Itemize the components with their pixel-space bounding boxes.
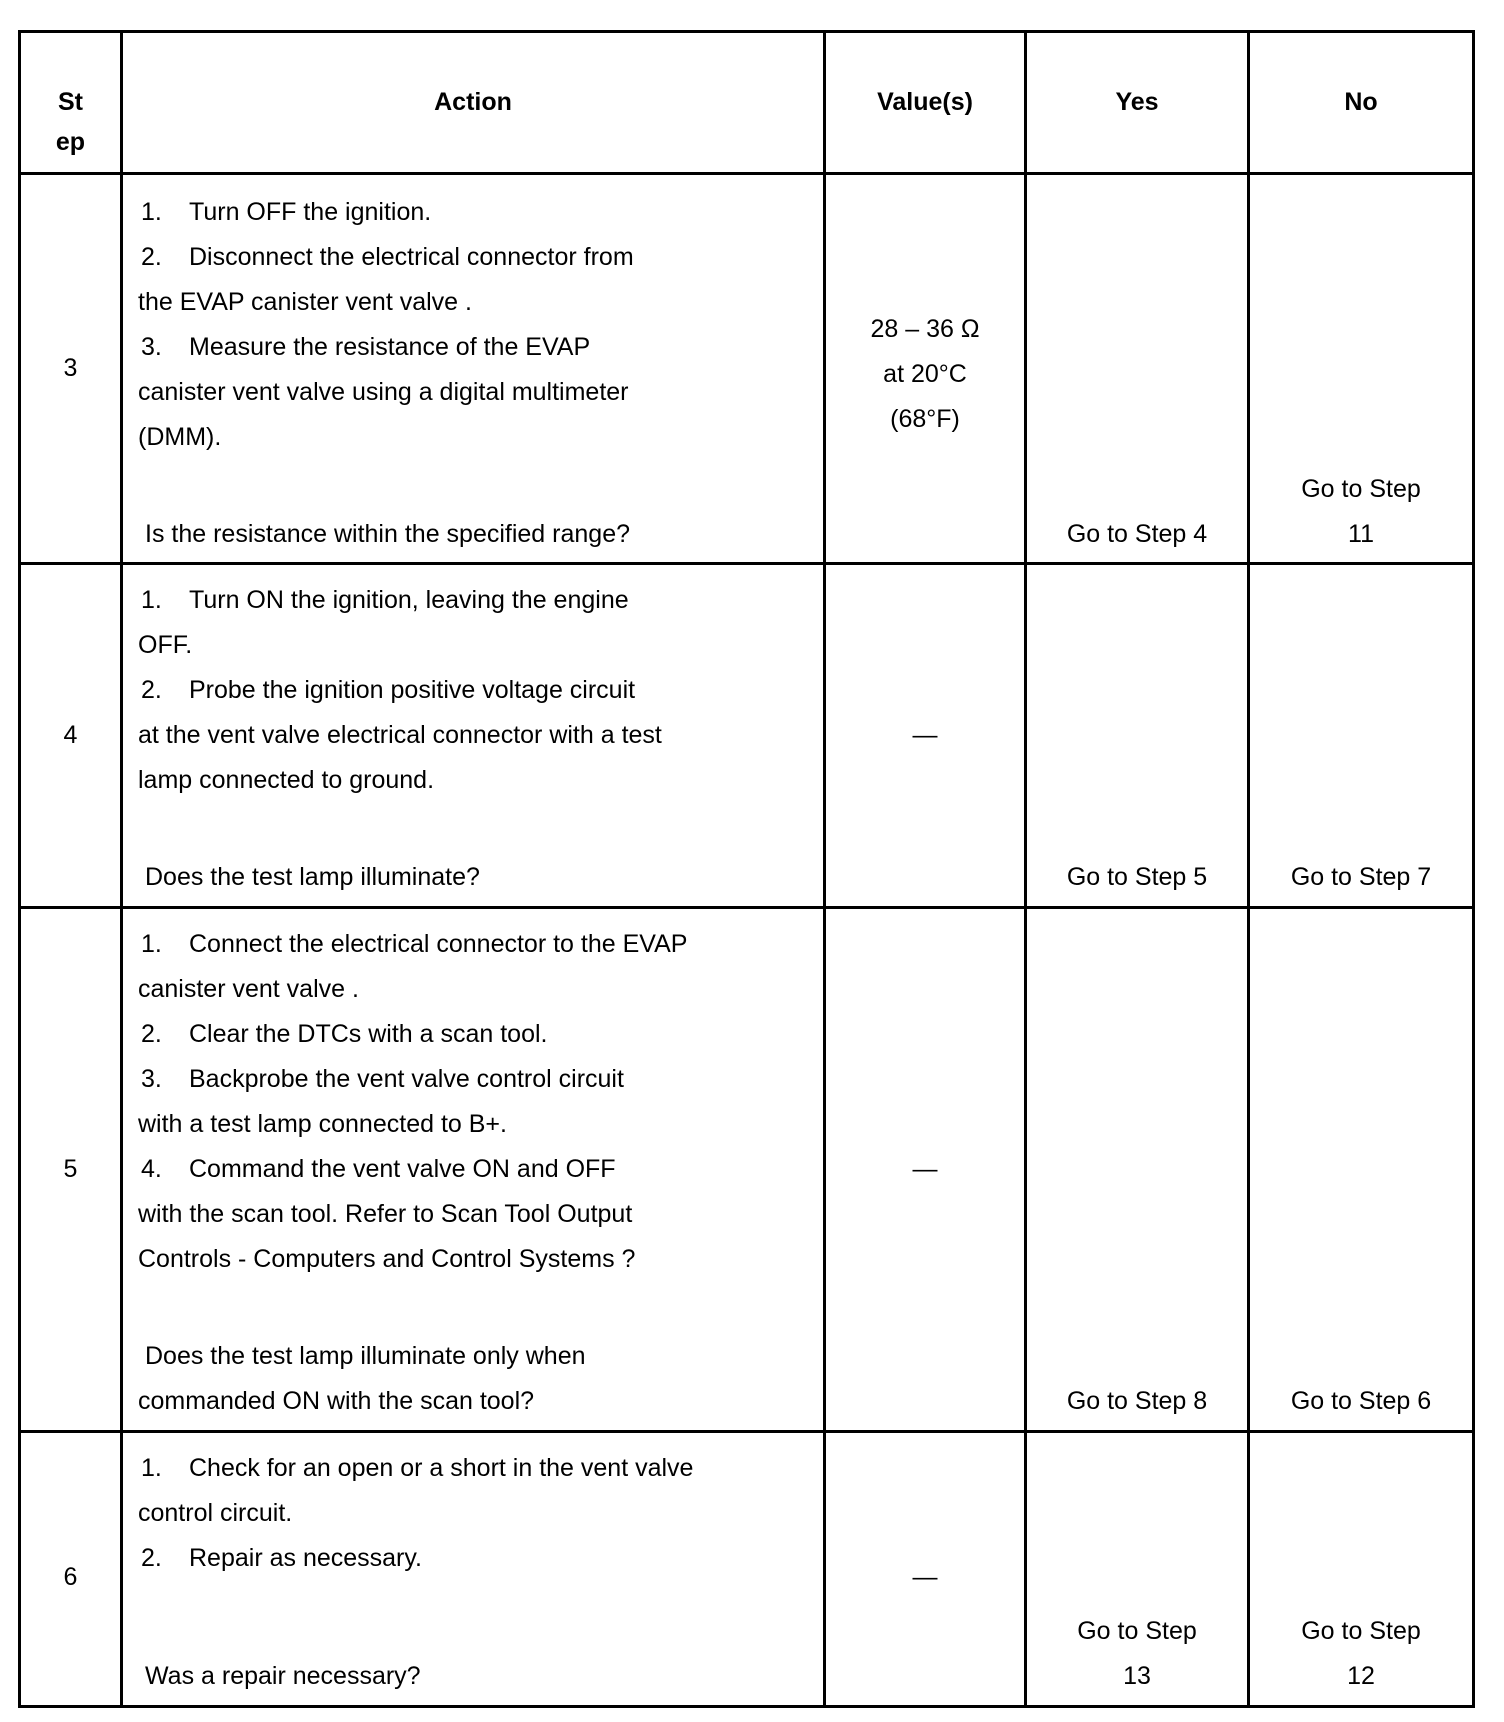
question-text: Does the test lamp illuminate? — [145, 863, 480, 891]
item-number: 4. — [141, 1155, 162, 1183]
no-text: 11 — [1348, 520, 1374, 548]
action-step-line — [138, 922, 687, 967]
action-cell — [138, 578, 662, 803]
step-number: 4 — [63, 721, 78, 749]
action-text: the EVAP canister vent valve . — [138, 288, 472, 316]
no-text: Go to Step — [1301, 1617, 1421, 1645]
action-text: Controls - Computers and Control Systems ? — [138, 1245, 636, 1273]
value-cell — [826, 1555, 1024, 1600]
action-step-line — [138, 1147, 687, 1192]
action-text: canister vent valve using a digital multimeter — [138, 378, 629, 406]
header-values: Value(s) — [877, 88, 973, 116]
action-text: at the vent valve electrical connector with a test — [138, 721, 662, 749]
action-text: control circuit. — [138, 1499, 293, 1527]
action-text: with the scan tool. Refer to Scan Tool Output — [138, 1200, 633, 1228]
table-border-top — [18, 30, 1475, 33]
step-number: 3 — [63, 354, 78, 382]
diagnostic-table — [18, 30, 1475, 1708]
header-step — [21, 82, 120, 162]
action-step-line — [138, 190, 634, 235]
item-number: 2. — [141, 1544, 162, 1572]
action-cell — [138, 190, 634, 460]
no-cell — [1250, 1609, 1472, 1699]
yes-cell — [1027, 1609, 1247, 1699]
header-step-line: ep — [55, 128, 86, 156]
yes-cell — [1027, 855, 1247, 900]
action-text: Clear the DTCs with a scan tool. — [189, 1020, 548, 1048]
no-cell — [1250, 1379, 1472, 1424]
action-step-line — [138, 235, 634, 280]
no-text: 12 — [1347, 1662, 1375, 1690]
item-number: 3. — [141, 1065, 162, 1093]
value-text: 28 – 36 Ω — [870, 315, 980, 343]
action-text: lamp connected to ground. — [138, 766, 435, 794]
action-cell — [138, 922, 687, 1282]
header-action: Action — [434, 88, 512, 116]
row-divider — [18, 906, 1475, 909]
action-step-line — [138, 1012, 687, 1057]
header-step-line: St — [58, 88, 83, 116]
table-border-left — [18, 30, 21, 1708]
yes-cell — [1027, 512, 1247, 557]
action-text: Probe the ignition positive voltage circuit — [189, 676, 636, 704]
value-cell — [826, 307, 1024, 442]
row-divider — [18, 1430, 1475, 1433]
question-cell — [138, 1334, 586, 1424]
value-text: — — [912, 1563, 938, 1591]
action-text: Command the vent valve ON and OFF — [189, 1155, 616, 1183]
value-text: — — [912, 721, 938, 749]
value-text: (68°F) — [890, 405, 960, 433]
no-cell — [1250, 855, 1472, 900]
row-divider — [18, 562, 1475, 565]
item-number: 2. — [141, 243, 162, 271]
table-border-bottom — [18, 1705, 1475, 1708]
no-text: Go to Step 6 — [1290, 1387, 1432, 1415]
item-number: 3. — [141, 333, 162, 361]
item-number: 2. — [141, 1020, 162, 1048]
yes-text: Go to Step 4 — [1066, 520, 1208, 548]
action-text: Turn OFF the ignition. — [189, 198, 432, 226]
action-step-line — [138, 1057, 687, 1102]
header-divider — [18, 172, 1475, 175]
action-text: Turn ON the ignition, leaving the engine — [189, 586, 629, 614]
item-number: 1. — [141, 198, 162, 226]
column-divider — [120, 30, 123, 1708]
value-text: — — [912, 1155, 938, 1183]
question-text: Is the resistance within the specified range? — [145, 520, 630, 548]
step-number: 6 — [63, 1563, 78, 1591]
no-cell — [1250, 467, 1472, 557]
action-text: Measure the resistance of the EVAP — [189, 333, 591, 361]
action-text: (DMM). — [138, 423, 222, 451]
item-number: 2. — [141, 676, 162, 704]
action-step-line — [138, 668, 662, 713]
item-number: 1. — [141, 586, 162, 614]
action-text: Backprobe the vent valve control circuit — [189, 1065, 624, 1093]
yes-cell — [1027, 1379, 1247, 1424]
action-text: canister vent valve . — [138, 975, 359, 1003]
no-text: Go to Step 7 — [1290, 863, 1432, 891]
no-text: Go to Step — [1301, 475, 1421, 503]
action-text: Repair as necessary. — [189, 1544, 422, 1572]
action-step-line — [138, 578, 662, 623]
table-border-right — [1472, 30, 1475, 1708]
item-number: 1. — [141, 1454, 162, 1482]
action-text: Disconnect the electrical connector from — [189, 243, 634, 271]
header-yes: Yes — [1115, 88, 1159, 116]
item-number: 1. — [141, 930, 162, 958]
action-text: Connect the electrical connector to the EVAP — [189, 930, 688, 958]
yes-text: Go to Step 5 — [1066, 863, 1208, 891]
yes-text: Go to Step — [1077, 1617, 1197, 1645]
action-step-line — [138, 1536, 693, 1581]
action-cell — [138, 1446, 693, 1581]
header-no: No — [1344, 88, 1378, 116]
question-text: Was a repair necessary? — [145, 1662, 421, 1690]
value-cell — [826, 1147, 1024, 1192]
question-text: commanded ON with the scan tool? — [138, 1387, 535, 1415]
step-number: 5 — [63, 1155, 78, 1183]
yes-text: Go to Step 8 — [1066, 1387, 1208, 1415]
value-cell — [826, 713, 1024, 758]
column-divider — [823, 30, 826, 1708]
value-text: at 20°C — [883, 360, 967, 388]
action-text: Check for an open or a short in the vent valve — [189, 1454, 694, 1482]
action-text: OFF. — [138, 631, 193, 659]
action-step-line — [138, 1446, 693, 1491]
yes-text: 13 — [1123, 1662, 1151, 1690]
action-step-line — [138, 325, 634, 370]
action-text: with a test lamp connected to B+. — [138, 1110, 507, 1138]
question-text: Does the test lamp illuminate only when — [145, 1342, 586, 1370]
